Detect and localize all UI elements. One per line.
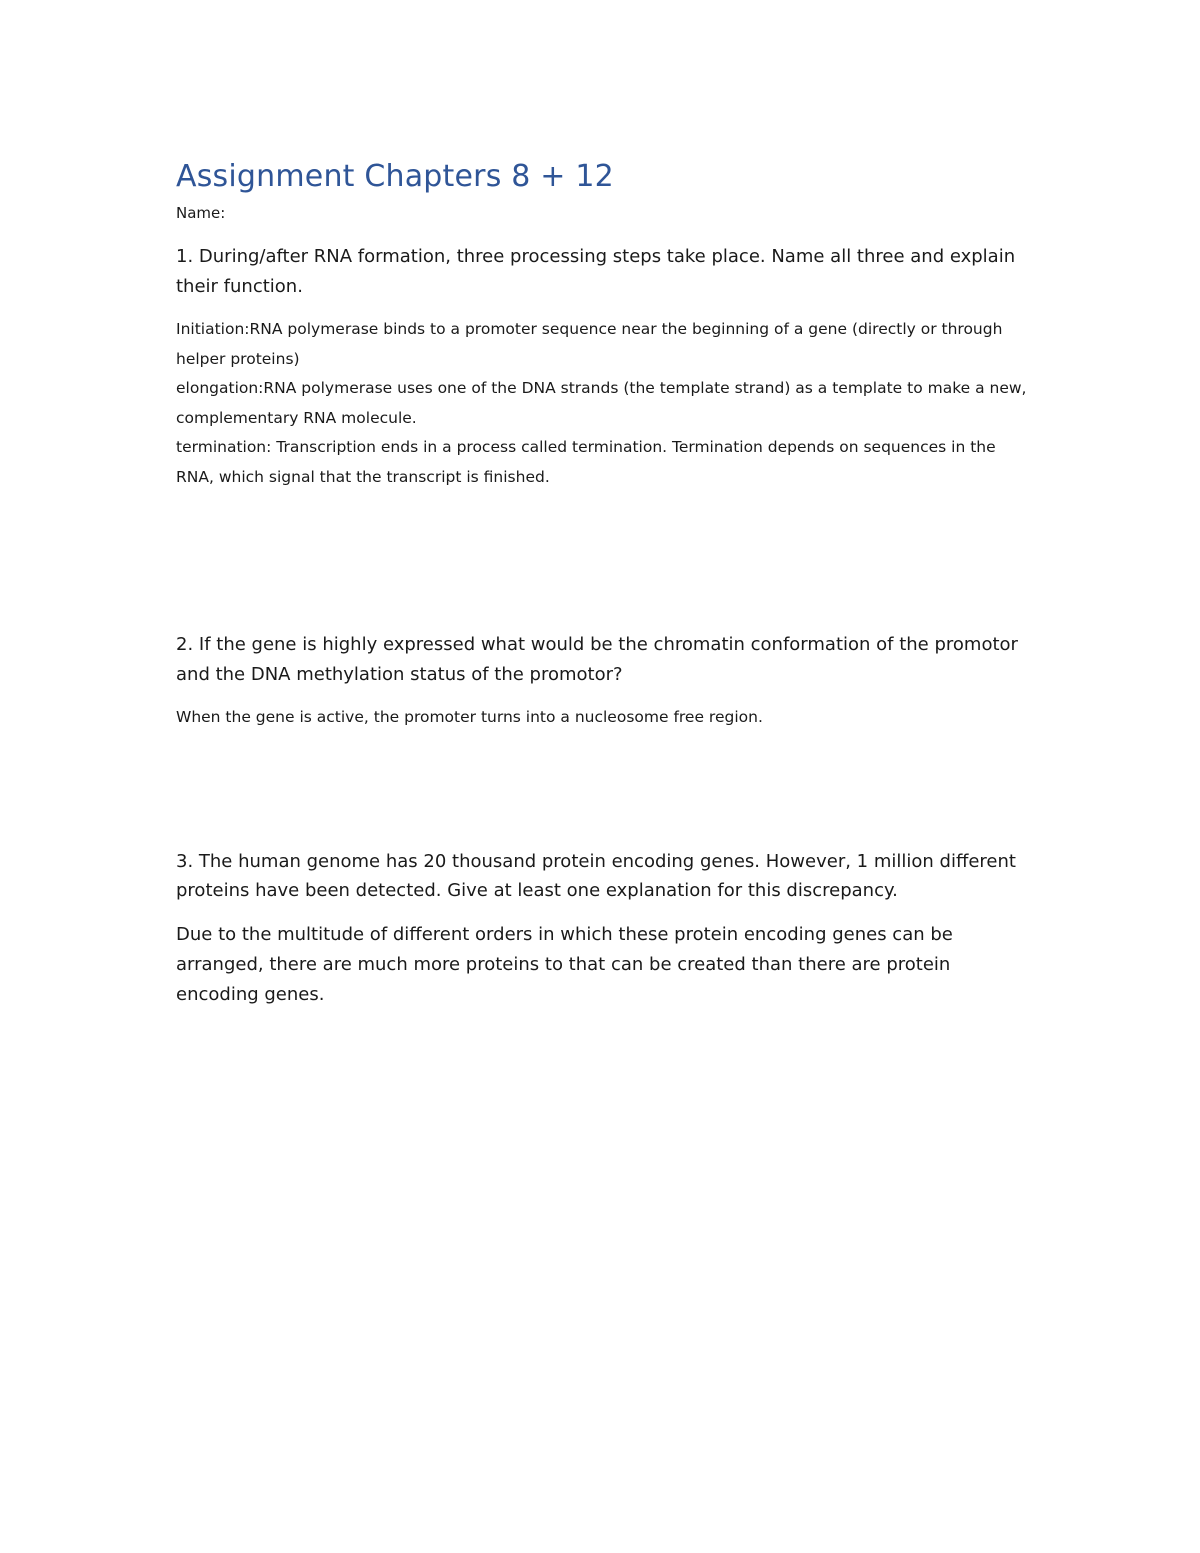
question-1-section xyxy=(176,242,1036,492)
name-label: Name: xyxy=(176,204,226,222)
answer-1-initiation: Initiation:RNA polymerase binds to a promoter sequence near the beginning of a gene (directly or through helper proteins) xyxy=(176,320,1003,368)
answer-2-text: When the gene is active, the promoter turns into a nucleosome free region. xyxy=(176,708,763,726)
document-title: Assignment Chapters 8 + 12 xyxy=(176,159,614,194)
question-2-answer xyxy=(176,703,1036,733)
question-2-section xyxy=(176,630,1036,733)
answer-1-elongation: elongation:RNA polymerase uses one of the DNA strands (the template strand) as a template to make a new, complementary RNA molecule. xyxy=(176,379,1027,427)
question-3-prompt: 3. The human genome has 20 thousand protein encoding genes. However, 1 million different proteins have been detected. Give at least one explanation for this discrepancy. xyxy=(176,850,1016,901)
question-3-section xyxy=(176,847,1036,1010)
question-3-answer xyxy=(176,920,1036,1010)
question-2-prompt: 2. If the gene is highly expressed what would be the chromatin conformation of the promotor and the DNA methylation status of the promotor? xyxy=(176,634,1018,685)
document-body xyxy=(176,158,1036,1010)
answer-3-text: Due to the multitude of different orders in which these protein encoding genes can be arranged, there are much more proteins to that can be created than there are protein encoding genes. xyxy=(176,923,953,1005)
question-1-prompt: 1. During/after RNA formation, three processing steps take place. Name all three and explain their function. xyxy=(176,246,1016,297)
question-1-answer xyxy=(176,315,1036,492)
answer-1-termination: termination: Transcription ends in a process called termination. Termination depends on sequences in the RNA, which signal that the transcript is finished. xyxy=(176,438,996,486)
